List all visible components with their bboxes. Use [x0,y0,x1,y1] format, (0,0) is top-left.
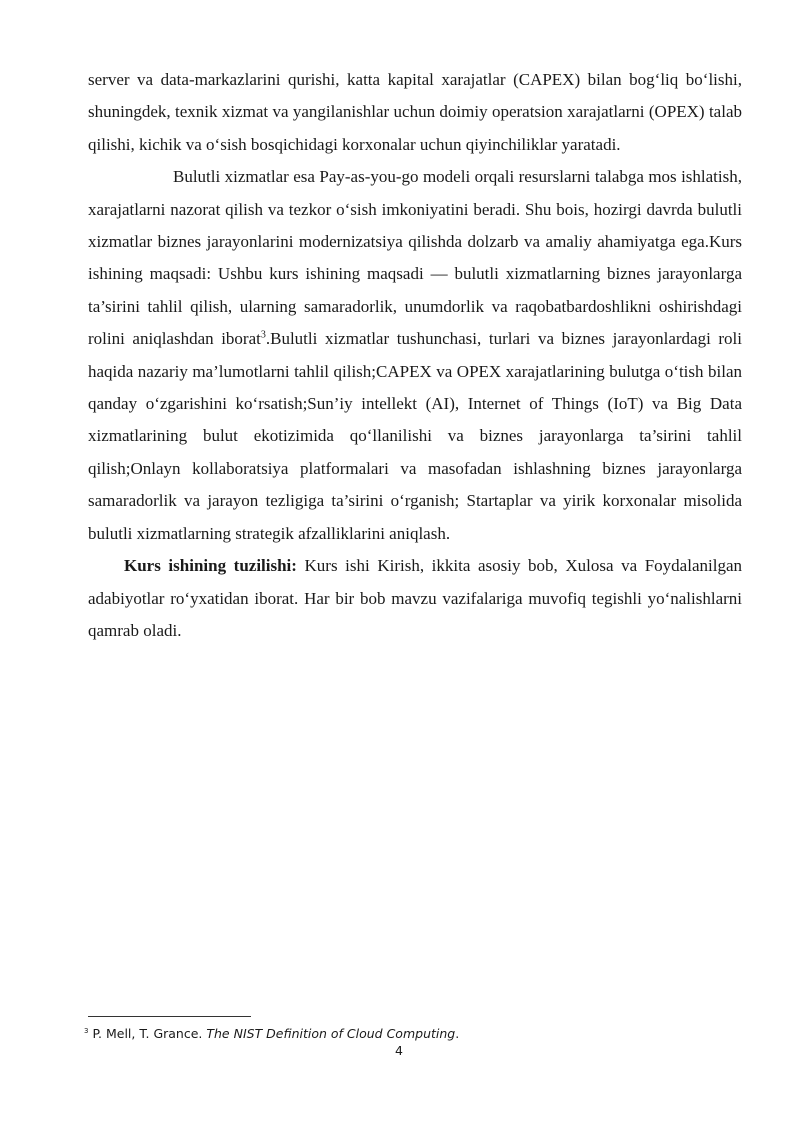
body-text [88,64,742,647]
page-number: 4 [395,1043,403,1058]
paragraph-structure [88,550,742,647]
structure-text: Kurs ishi Kirish, ikkita asosiy bob, Xulosa va Foydalanilgan adabiyotlar ro‘yxatidan iborat. Har bir bob mavzu vazifalariga muvofiq tegishli yo‘nalishlarni qamrab oladi. [88,556,742,640]
footnote-marker: 3 [84,1026,89,1035]
footnote-title: The NIST Definition of Cloud Computing [206,1026,456,1041]
footnote-authors: P. Mell, T. Grance. [88,1026,207,1041]
paragraph-intro-continuation: server va data-markazlarini qurishi, katta kapital xarajatlar (CAPEX) bilan bog‘liq bo‘lishi, shuningdek, texnik xizmat va yangilanishlar uchun doimiy operatsion xarajatlarni (OPEX) talab qilishi, kichik va o‘sish bosqichidagi korxonalar uchun qiyinchiliklar yaratadi. [88,70,742,154]
goals-text-part2: .Bulutli xizmatlar tushunchasi, turlari va biznes jarayonlardagi roli haqida nazariy ma’lumotlarni tahlil qilish;CAPEX va OPEX xarajatlarining bulutga o‘tish bilan qanday o‘zgarishini ko‘rsatish;Sun’iy intellekt (AI), Internet of Things (IoT) va Big Data xizmatlarining bulut ekotizimida qo‘llanilishi va biznes jarayonlarga ta’sirini tahlil qilish;Onlayn kollaboratsiya platformalari va masofadan ishlashning biznes jarayonlarga samaradorlik va jarayon tezligiga ta’sirini o‘rganish; Startaplar va yirik korxonalar misolida bulutli xizmatlarning strategik afzalliklarini aniqlash. [88,329,743,543]
footnote-reference[interactable]: 3 [260,329,266,341]
footnote-end: . [455,1026,460,1041]
footnote-separator [88,1016,251,1017]
goals-text-part1: Bulutli xizmatlar esa Pay-as-you-go modeli orqali resurslarni talabga mos ishlatish, xarajatlarni nazorat qilish va tezkor o‘sish imkoniyatini beradi. Shu bois, hozirgi davrda bulutli xizmatlar biznes jarayonlarini modernizatsiya qilishda dolzarb va amaliy ahamiyatga ega.Kurs ishining maqsadi: Ushbu kurs ishining maqsadi — bulutli xizmatlarning biznes jarayonlarga ta’sirini tahlil qilish, ularning samaradorlik, unumdorlik va raqobatbardoshlikni oshirishdagi rolini aniqlashdan iborat [88,167,742,349]
footnote [84,1026,724,1041]
paragraph-goals [88,161,742,550]
structure-heading: Kurs ishining tuzilishi: [124,556,297,576]
